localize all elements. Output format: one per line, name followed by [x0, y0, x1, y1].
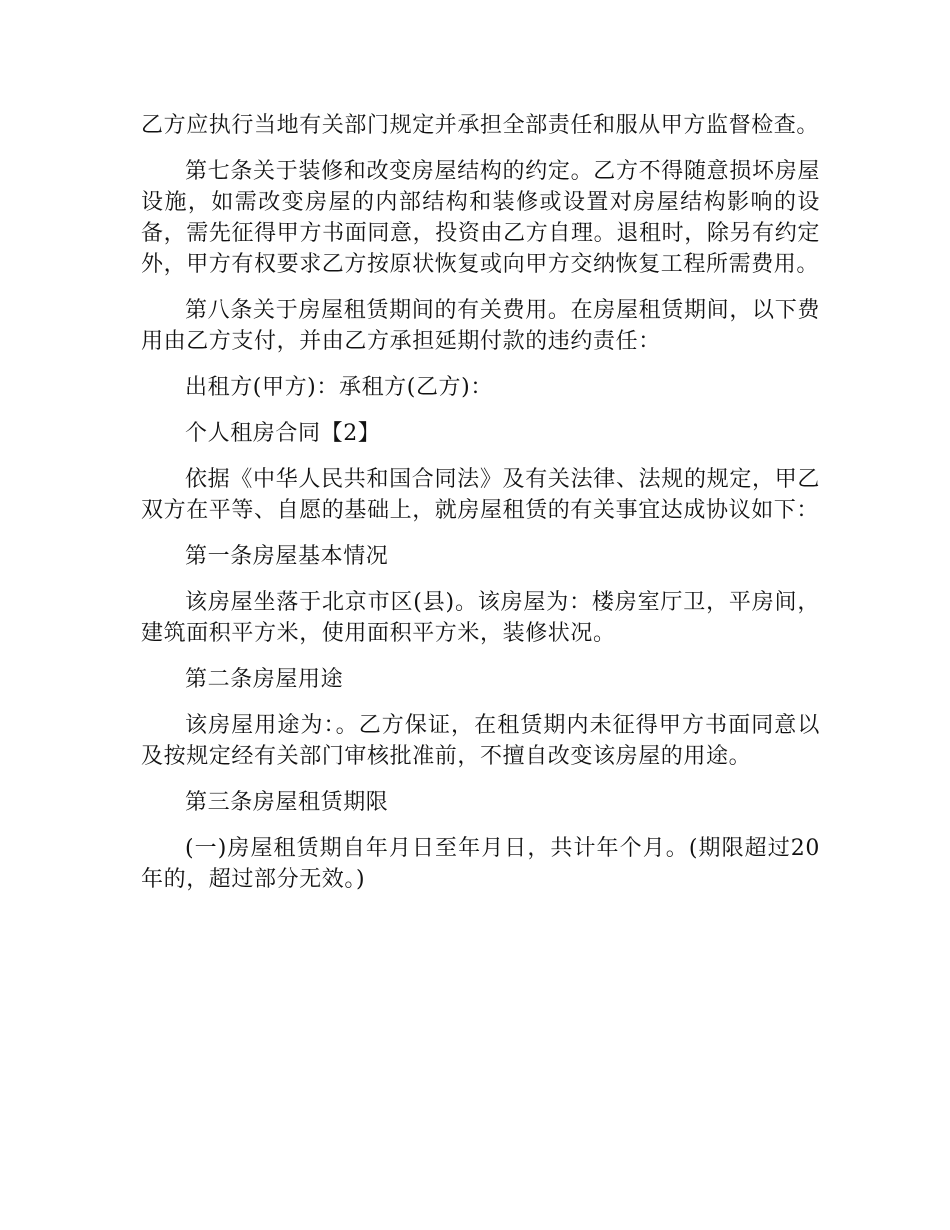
paragraph-article-1: 该房屋坐落于北京市区(县)。该房屋为：楼房室厅卫，平房间，建筑面积平方米，使用面积平方米，装修状况。 — [141, 590, 820, 646]
paragraph-article-8: 第八条关于房屋租赁期间的有关费用。在房屋租赁期间，以下费用由乙方支付，并由乙方承担延期付款的违约责任： — [141, 298, 820, 354]
paragraph-article-7: 第七条关于装修和改变房屋结构的约定。乙方不得随意损坏房屋设施，如需改变房屋的内部结构和装修或设置对房屋结构影响的设备，需先征得甲方书面同意，投资由乙方自理。退租时，除另有约定外，甲方有权要求乙方按原状恢复或向甲方交纳恢复工程所需费用。 — [141, 159, 820, 277]
paragraph-continuation: 乙方应执行当地有关部门规定并承担全部责任和服从甲方监督检查。 — [141, 113, 820, 138]
contract-heading: 个人租房合同【2】 — [185, 421, 381, 446]
article-1-heading: 第一条房屋基本情况 — [185, 544, 389, 569]
paragraph-article-3-item-1: (一)房屋租赁期自年月日至年月日，共计年个月。(期限超过20年的，超过部分无效。) — [141, 836, 820, 892]
paragraph-article-2: 该房屋用途为：。乙方保证，在租赁期内未征得甲方书面同意以及按规定经有关部门审核批准前，不擅自改变该房屋的用途。 — [141, 713, 820, 769]
paragraph-parties: 出租方(甲方)：承租方(乙方)： — [185, 375, 493, 400]
article-3-heading: 第三条房屋租赁期限 — [185, 790, 389, 815]
paragraph-preamble: 依据《中华人民共和国合同法》及有关法律、法规的规定，甲乙双方在平等、自愿的基础上，就房屋租赁的有关事宜达成协议如下： — [141, 467, 820, 523]
article-2-heading: 第二条房屋用途 — [185, 667, 344, 692]
